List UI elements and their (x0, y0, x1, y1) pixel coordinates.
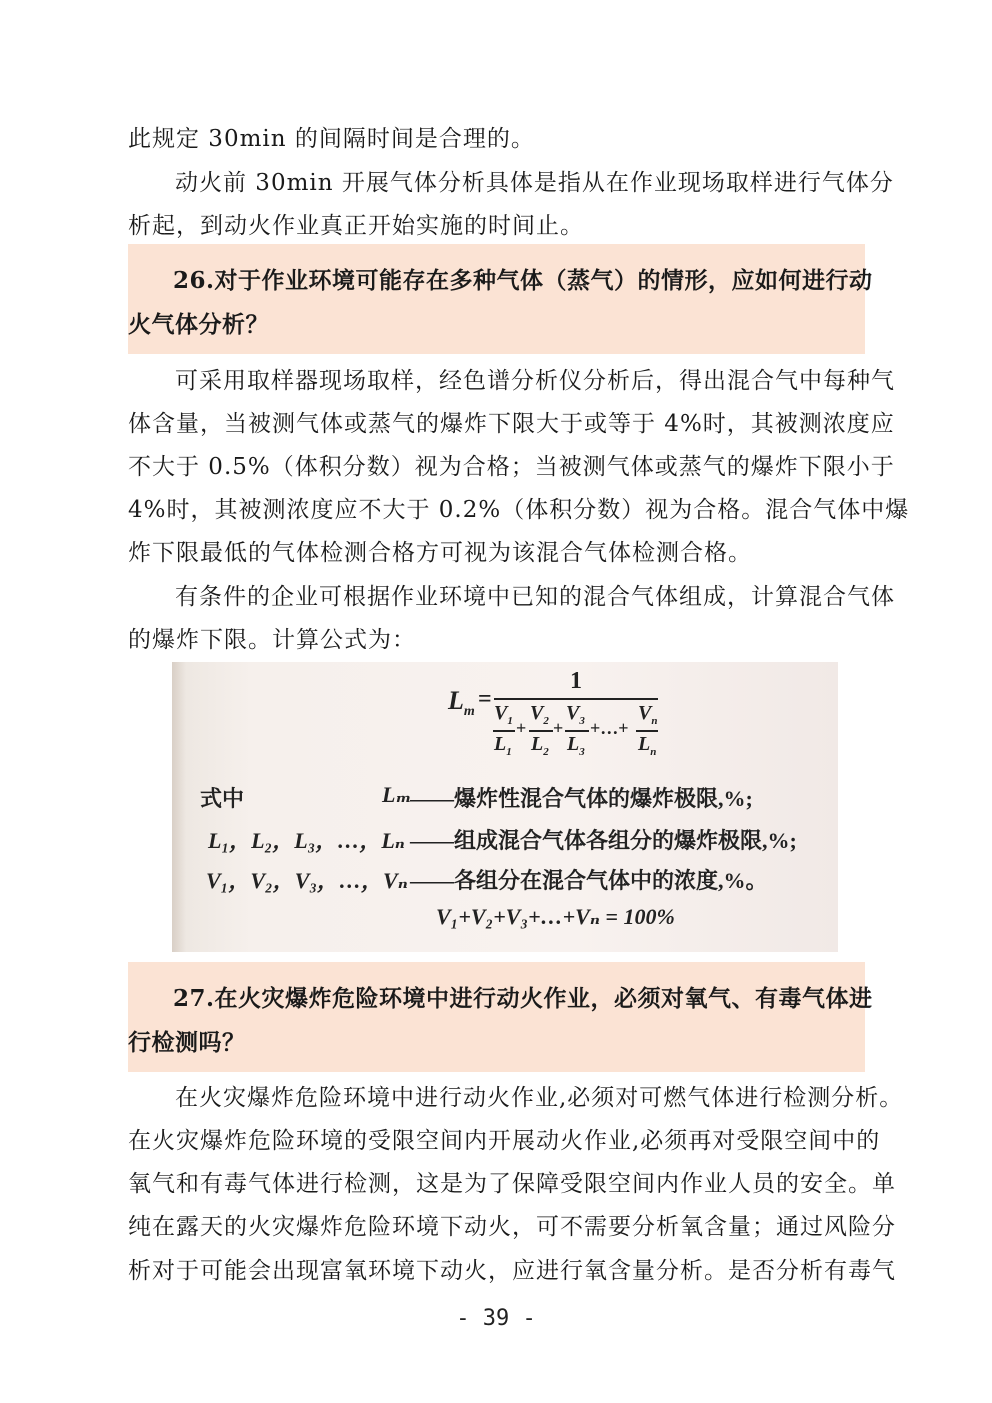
formula-fraction-bar (494, 698, 658, 700)
paragraph-line: 可采用取样器现场取样，经色谱分析仪分析后，得出混合气中每种气 (175, 368, 895, 394)
paragraph-line: 4%时，其被测浓度应不大于 0.2%（体积分数）视为合格。混合气体中爆 (128, 497, 910, 523)
formula-lhs: $L_m$ (448, 686, 475, 720)
denom-bar (493, 730, 515, 732)
denom-bar (565, 730, 589, 732)
denom-l2: $L_2$ (531, 733, 549, 758)
paragraph-line: 析对于可能会出现富氧环境下动火，应进行氧含量分析。是否分析有毒气 (128, 1258, 896, 1284)
denom-ln: $L_n$ (638, 733, 657, 758)
formula-image (172, 662, 838, 952)
denom-bar (636, 730, 658, 732)
formula-sum: V₁+V₂+V₃+…+Vₙ = 100% (436, 904, 675, 929)
def2-text: ——组成混合气体各组分的爆炸极限,%; (410, 828, 797, 853)
paragraph-line: 有条件的企业可根据作业环境中已知的混合气体组成，计算混合气体 (175, 584, 895, 610)
paragraph-line: 氧气和有毒气体进行检测，这是为了保障受限空间内作业人员的安全。单 (128, 1171, 896, 1197)
paragraph-line: 的爆炸下限。计算公式为： (128, 627, 416, 653)
paragraph-line: 纯在露天的火灾爆炸危险环境下动火，可不需要分析氧含量；通过风险分 (128, 1214, 896, 1240)
formula-equals: = (478, 686, 492, 712)
question-26-title-line2: 火气体分析？ (128, 311, 269, 338)
scan-shadow (172, 662, 186, 952)
denom-vn: $V_n$ (638, 702, 658, 727)
paragraph-line: 在火灾爆炸危险环境中进行动火作业,必须对可燃气体进行检测分析。 (175, 1085, 904, 1111)
denom-v1: $V_1$ (494, 702, 513, 727)
paragraph-line: 体含量，当被测气体或蒸气的爆炸下限大于或等于 4%时，其被测浓度应 (128, 411, 895, 437)
question-27-title-line1: 27.在火灾爆炸危险环境中进行动火作业，必须对氧气、有毒气体进 (173, 985, 873, 1012)
formula-numerator: 1 (570, 668, 582, 694)
denom-dots: +…+ (590, 718, 629, 738)
denom-l1: $L_1$ (494, 733, 512, 758)
paragraph-line: 此规定 30min 的间隔时间是合理的。 (128, 126, 535, 152)
denom-plus: + (516, 718, 527, 738)
paragraph-line: 析起，到动火作业真正开始实施的时间止。 (128, 213, 584, 239)
denom-bar (529, 730, 553, 732)
def1-text: ——爆炸性混合气体的爆炸极限,%; (410, 786, 753, 811)
formula-where-label: 式中 (200, 786, 245, 811)
def3-symbol: V₁，V₂，V₃，…，Vₙ (206, 868, 408, 893)
def1-symbol: Lₘ (382, 782, 412, 807)
paragraph-line: 动火前 30min 开展气体分析具体是指从在作业现场取样进行气体分 (175, 170, 894, 196)
paragraph-line: 炸下限最低的气体检测合格方可视为该混合气体检测合格。 (128, 540, 752, 566)
denom-v3: $V_3$ (566, 702, 585, 727)
paragraph-line: 在火灾爆炸危险环境的受限空间内开展动火作业,必须再对受限空间中的 (128, 1128, 881, 1154)
def3-text: ——各组分在混合气体中的浓度,%。 (410, 868, 768, 893)
question-26-title-line1: 26.对于作业环境可能存在多种气体（蒸气）的情形，应如何进行动 (173, 267, 873, 294)
denom-v2: $V_2$ (530, 702, 549, 727)
page-number: - 39 - (456, 1306, 536, 1331)
def2-symbol: L₁，L₂，L₃，…，Lₙ (208, 828, 405, 853)
denom-plus: + (553, 718, 564, 738)
denom-l3: $L_3$ (567, 733, 585, 758)
paragraph-line: 不大于 0.5%（体积分数）视为合格；当被测气体或蒸气的爆炸下限小于 (128, 454, 895, 480)
question-27-title-line2: 行检测吗？ (128, 1029, 246, 1056)
